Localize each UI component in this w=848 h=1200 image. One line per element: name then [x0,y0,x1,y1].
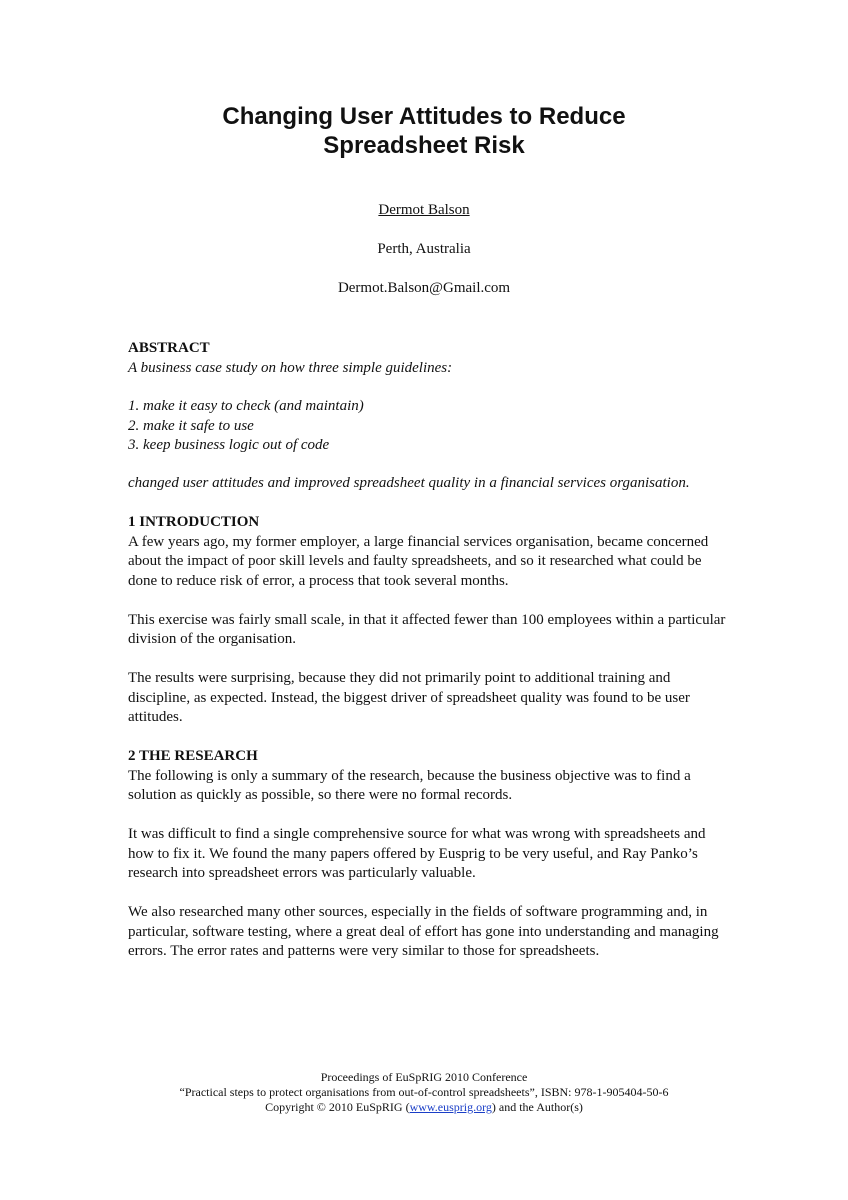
guideline-item: 3. keep business logic out of code [128,437,330,453]
paragraph: It was difficult to find a single comprehensive source for what was wrong with spreadsheets and how to fix it. We found the many papers offered by Eusprig to be very useful, and Ray Panko’s research into spreadsheet errors was particularly valuable. [128,826,706,881]
footer-proceedings: Proceedings of EuSpRIG 2010 Conference [320,1070,528,1084]
guideline-item: 2. make it safe to use [128,417,254,434]
abstract-heading: ABSTRACT [128,340,210,356]
footer-copyright-suffix: ) and the Author(s) [491,1100,583,1114]
author-name: Dermot Balson [378,202,470,218]
author-email: Dermot.Balson@Gmail.com [337,280,511,296]
footer-copyright-prefix: Copyright © 2010 EuSpRIG ( [265,1100,410,1114]
footer-copyright [0,1100,848,1115]
eusprig-link[interactable]: www.eusprig.org [409,1100,492,1114]
paragraph: We also researched many other sources, especially in the fields of software programming and, in particular, software testing, where a great deal of effort has gone into understanding and managing errors. The error rates and patterns were very similar to those for spreadsheets. [128,904,719,959]
paragraph: This exercise was fairly small scale, in that it affected fewer than 100 employees within a particular division of the organisation. [128,611,726,647]
page-footer [0,1070,848,1115]
paper-title-line-2: Spreadsheet Risk [323,132,525,159]
abstract-intro: A business case study on how three simple guidelines: [128,359,453,376]
author-location: Perth, Australia [377,241,471,257]
abstract-closing: changed user attitudes and improved spreadsheet quality in a financial services organisation. [128,474,690,491]
section-heading-introduction: 1 INTRODUCTION [128,514,260,530]
section-heading-research: 2 THE RESEARCH [128,748,258,764]
guidelines-list [128,397,728,456]
paper-body [128,339,728,981]
paragraph: The following is only a summary of the research, because the business objective was to find a solution as quickly as possible, so there were no formal records. [128,767,691,803]
paper-title [0,102,848,160]
paragraph: The results were surprising, because they did not primarily point to additional training and discipline, as expected. Instead, the biggest driver of spreadsheet quality was found to be user attitudes. [128,670,690,725]
footer-isbn: “Practical steps to protect organisations from out-of-control spreadsheets”, ISBN: 978-1-905404-50-6 [179,1085,669,1099]
guideline-item: 1. make it easy to check (and maintain) [128,398,364,414]
paper-title-line-1: Changing User Attitudes to Reduce [222,103,626,130]
paragraph: A few years ago, my former employer, a large financial services organisation, became concerned about the impact of poor skill levels and faulty spreadsheets, and so it researched what could be done to reduce risk of error, a process that took several months. [128,533,709,589]
